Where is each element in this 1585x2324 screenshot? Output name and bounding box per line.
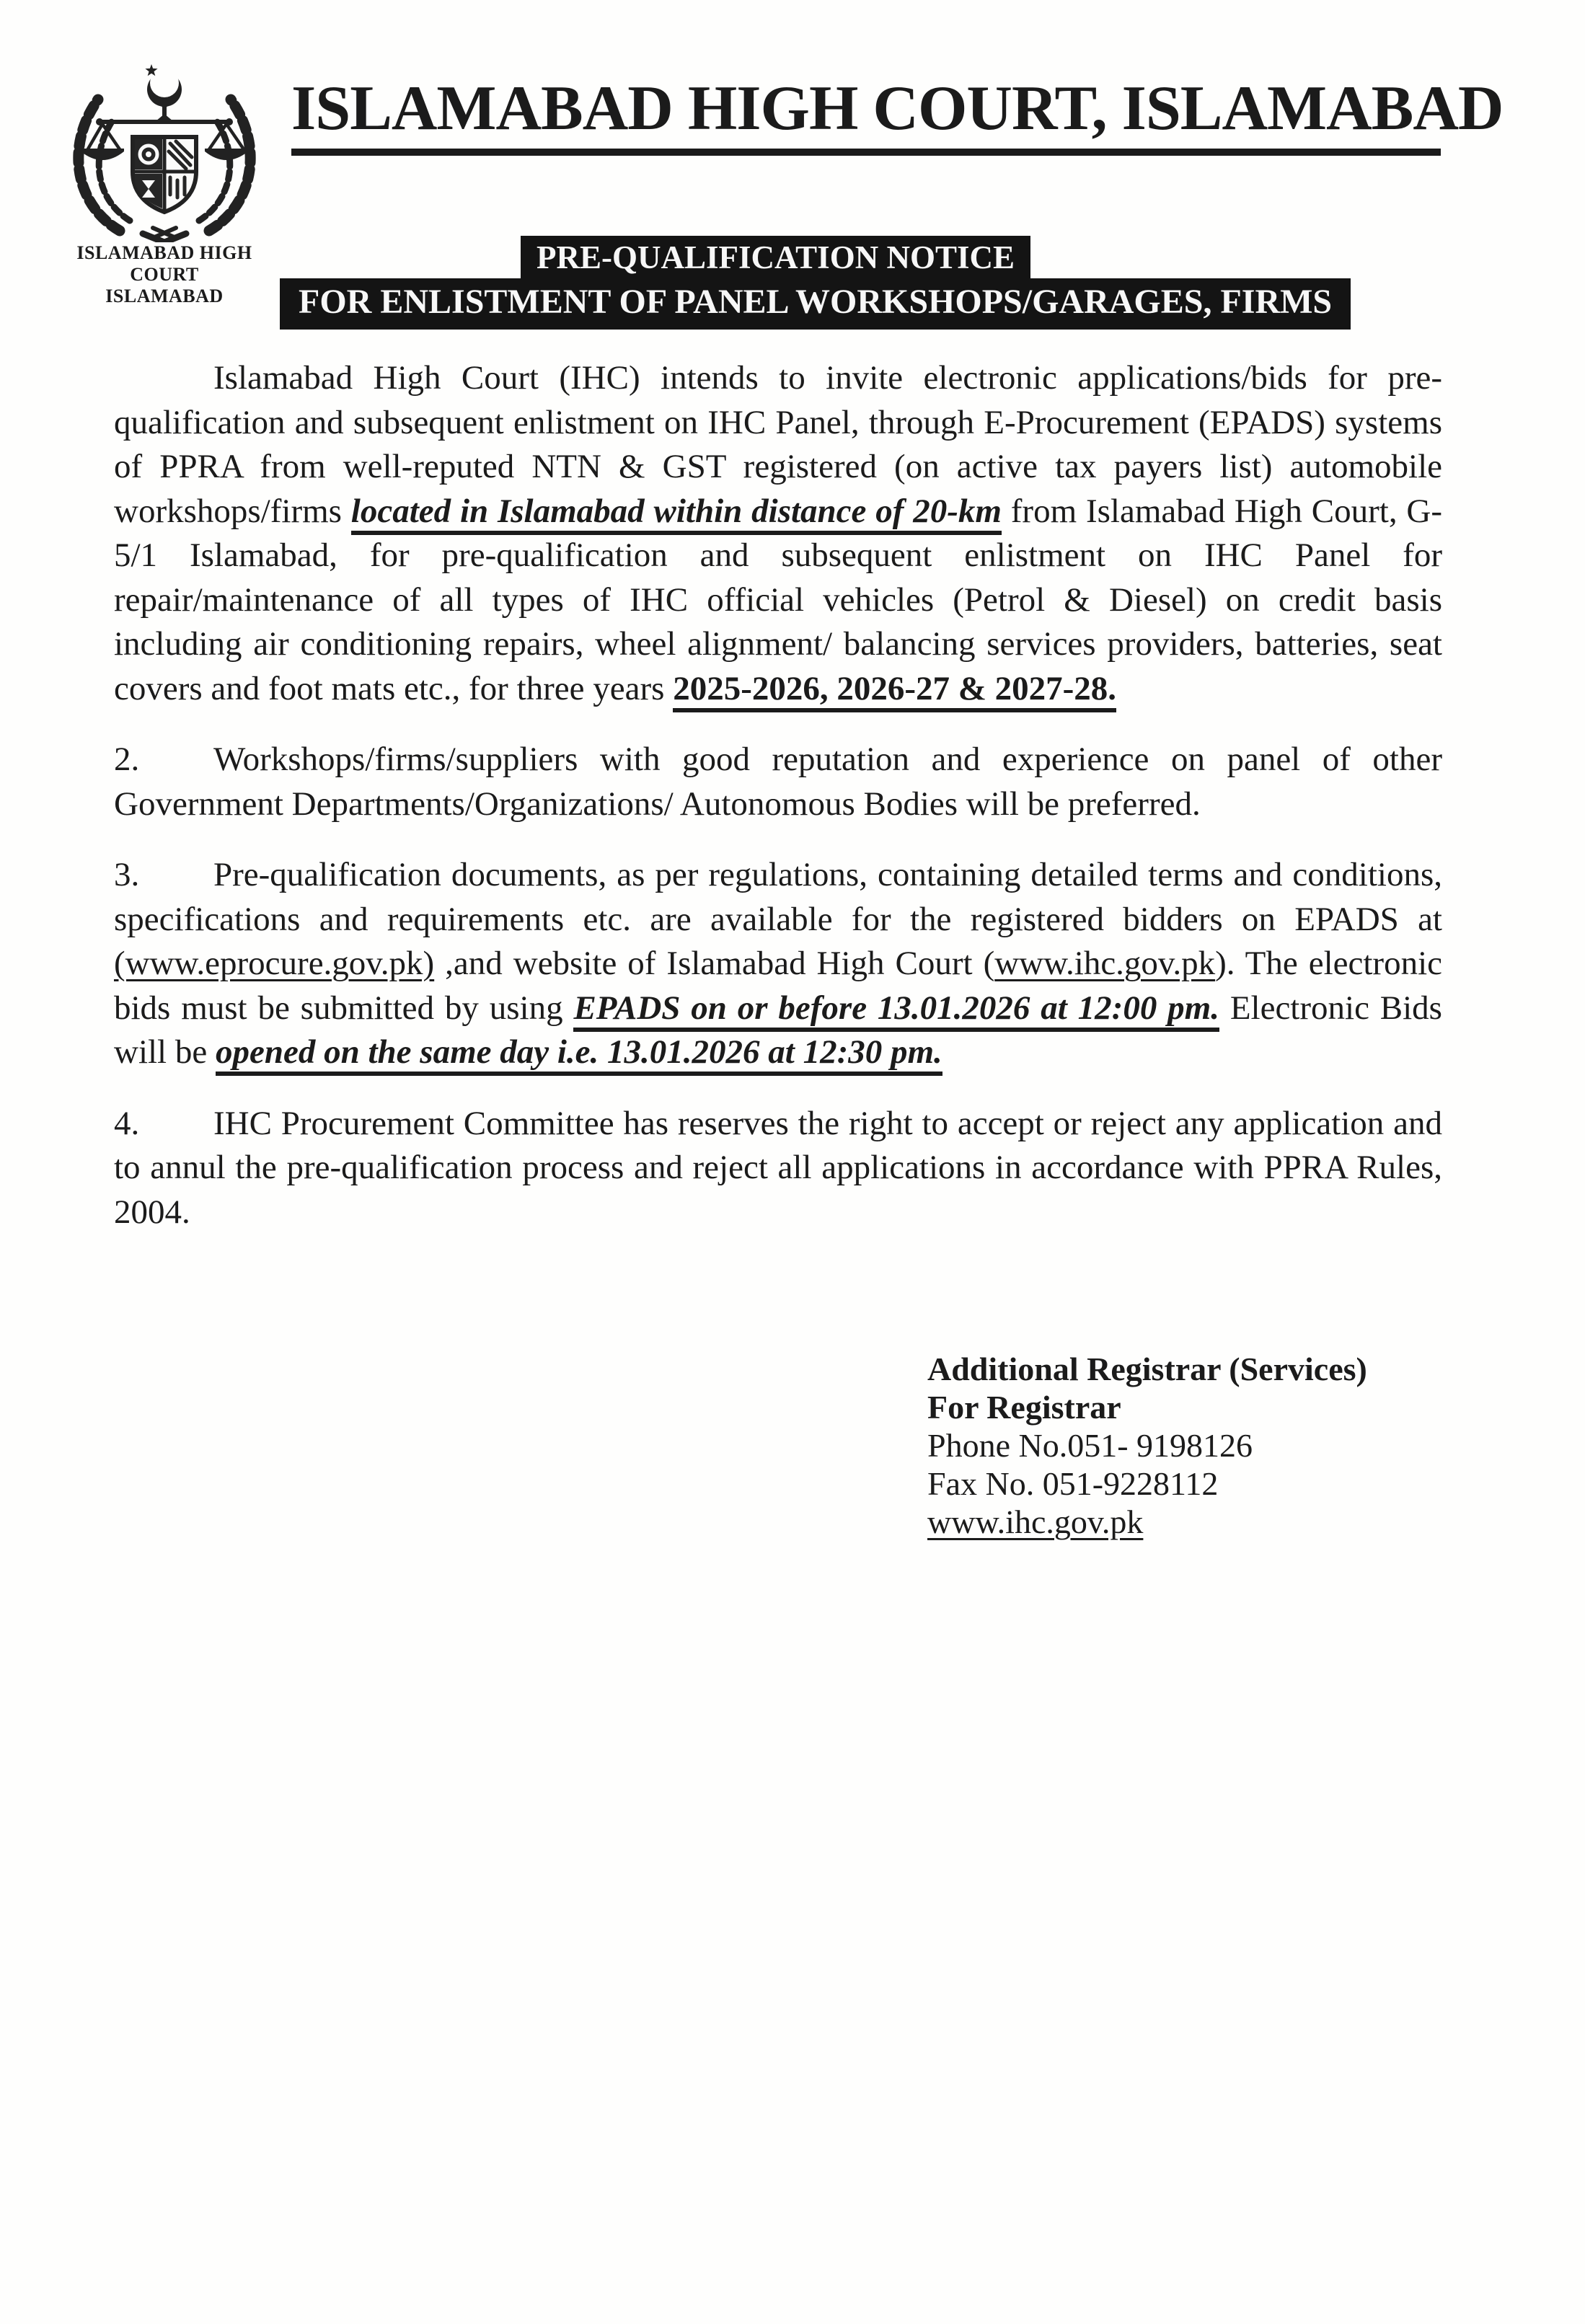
eprocure-url: (www.eprocure.gov.pk)	[114, 945, 435, 982]
paragraph-3-number: 3.	[114, 856, 140, 893]
ihc-url: www.ihc.gov.pk	[994, 945, 1216, 982]
distance-clause: located in Islamabad within distance of 20-km	[351, 492, 1002, 535]
notice-title: PRE-QUALIFICATION NOTICE	[522, 237, 1029, 280]
paragraph-intro	[114, 356, 1442, 711]
phone-number: Phone No.051- 9198126	[927, 1427, 1253, 1464]
fax-number: Fax No. 051-9228112	[927, 1465, 1219, 1502]
scales-of-justice-crest-icon	[56, 61, 273, 242]
signatory-for: For Registrar	[927, 1389, 1121, 1426]
signatory-title: Additional Registrar (Services)	[927, 1351, 1367, 1387]
paragraph-3-text-mid3: Electronic Bids will be	[114, 989, 1442, 1071]
website-link: www.ihc.gov.pk	[927, 1503, 1144, 1540]
notice-body	[114, 356, 1442, 1261]
paragraph-4-text: IHC Procurement Committee has reserves the right to accept or reject any application and to annul the pre-qualification process and reject all applications in accordance with PPRA Rules, 2004.	[114, 1104, 1442, 1231]
paragraph-4-number: 4.	[114, 1104, 140, 1142]
paragraph-4	[114, 1102, 1442, 1235]
intro-text-start: Islamabad High Court (IHC) intends to invite electronic applications/bids for pre-qualification and subsequent enlistment on IHC Panel, through E-Procurement (EPADS) systems of PPRA from well-reputed NTN & GST registered (on active tax payers list) automobile workshops/firms	[114, 359, 1442, 530]
paragraph-2-text: Workshops/firms/suppliers with good reputation and experience on panel of other Government Departments/Organizations/ Autonomous Bodies will be preferred.	[114, 741, 1442, 823]
paragraph-3	[114, 853, 1442, 1075]
paragraph-2	[114, 738, 1442, 826]
paragraph-3-text-mid1: ,and website of Islamabad High Court (	[434, 945, 995, 982]
paragraph-3-text-mid2: ). The electronic bids must be submitted by using	[114, 945, 1442, 1027]
signature-block	[927, 1350, 1367, 1541]
paragraph-2-number: 2.	[114, 741, 140, 778]
submission-deadline: EPADS on or before 13.01.2026 at 12:00 pm.	[573, 989, 1219, 1032]
intro-text-mid: from Islamabad High Court, G-5/1 Islamabad, for pre-qualification and subsequent enlistment on IHC Panel for repair/maintenance of all types of IHC official vehicles (Petrol & Diesel) on credit basis including air conditioning repairs, wheel alignment/ balancing services providers, batteries, seat covers and foot mats etc., for three years	[114, 492, 1442, 707]
emblem-caption-line1: ISLAMABAD HIGH COURT	[76, 242, 252, 285]
court-emblem	[40, 61, 288, 307]
contract-years: 2025-2026, 2026-27 & 2027-28.	[673, 670, 1116, 712]
opening-time: opened on the same day i.e. 13.01.2026 at 12:30 pm.	[216, 1033, 942, 1076]
paragraph-3-text-start: Pre-qualification documents, as per regulations, containing detailed terms and conditions, specifications and requirements etc. are available for the registered bidders on EPADS at	[114, 856, 1442, 938]
page-title: ISLAMABAD HIGH COURT, ISLAMABAD	[291, 74, 1441, 156]
emblem-caption-line2: ISLAMABAD	[105, 286, 224, 306]
notice-subtitle: FOR ENLISTMENT OF PANEL WORKSHOPS/GARAGES, FIRMS	[281, 280, 1349, 328]
emblem-caption	[40, 242, 288, 307]
